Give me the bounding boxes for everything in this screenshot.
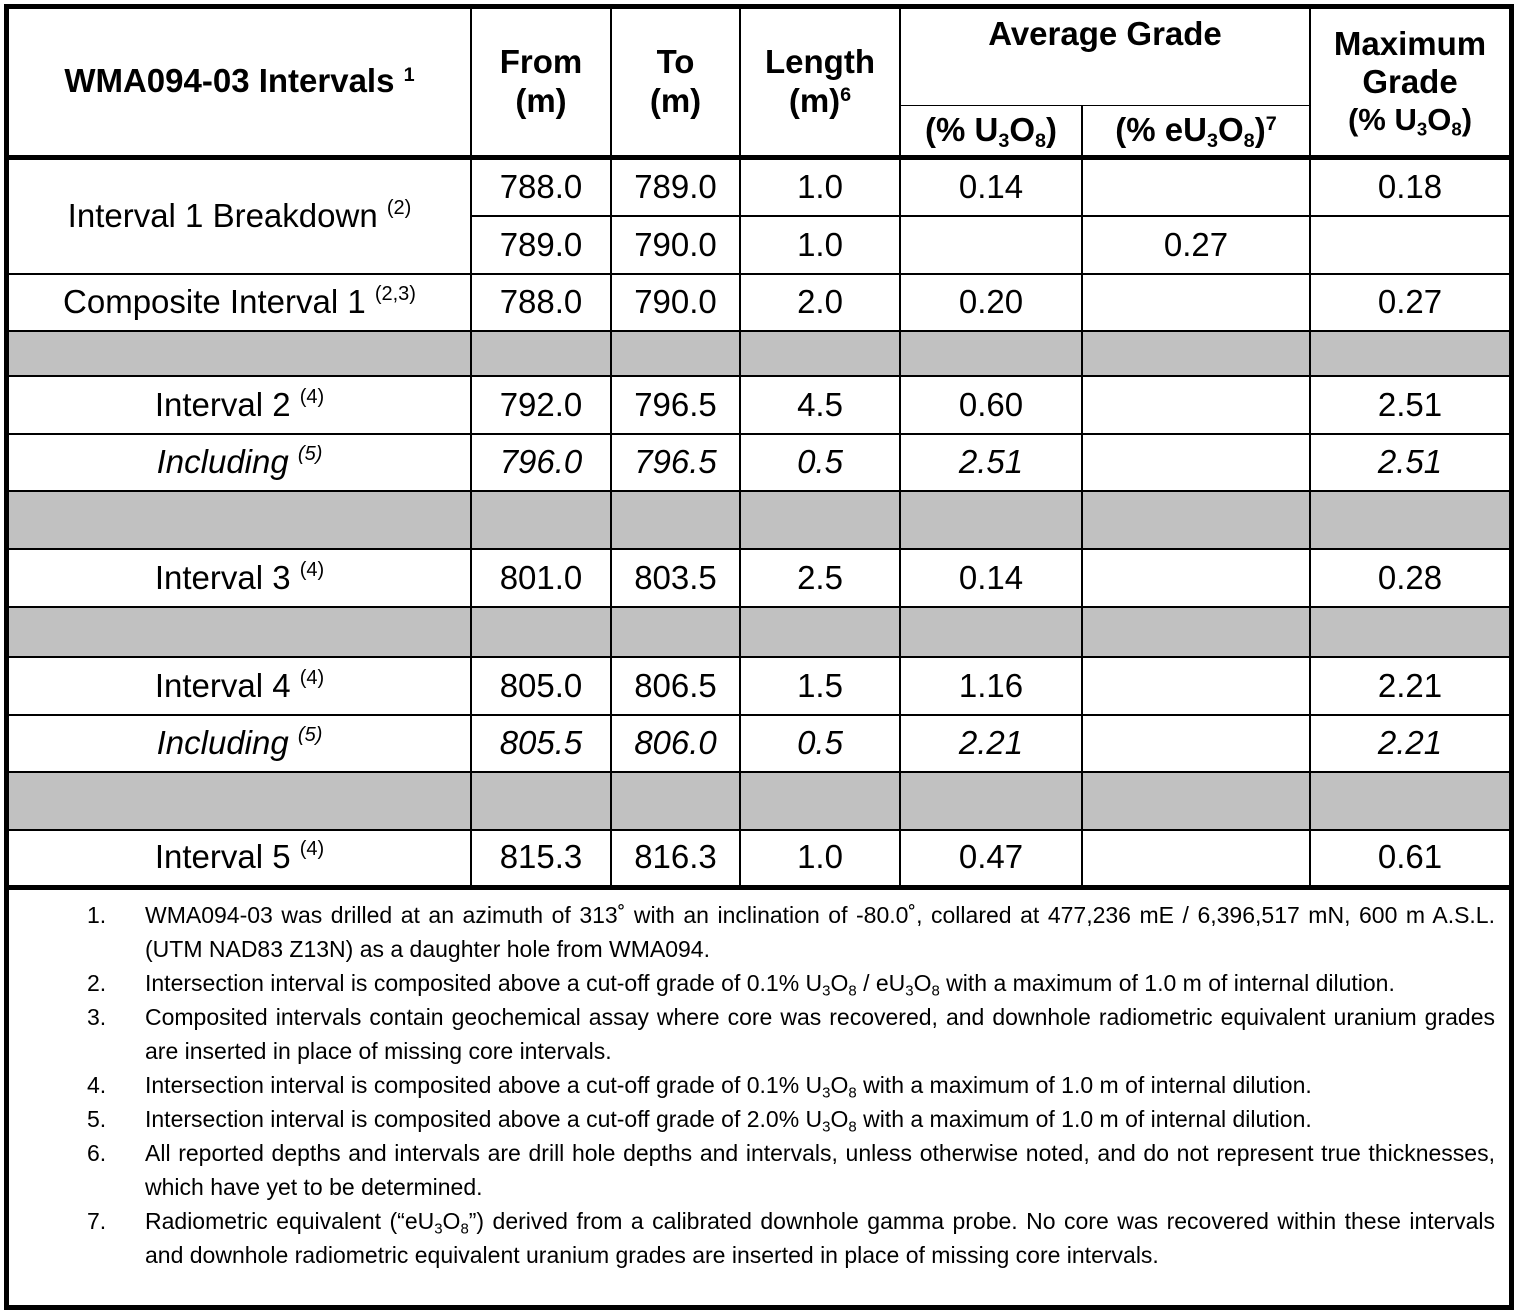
footnote xyxy=(9,1136,1495,1204)
separator-cell xyxy=(1310,491,1509,549)
cell-to: 796.5 xyxy=(611,434,740,491)
header-length-line2: (m) xyxy=(788,81,841,119)
footnote xyxy=(9,1204,1495,1272)
separator-cell xyxy=(471,607,611,657)
fn-sub: 8 xyxy=(460,1219,469,1237)
row-label-text: Including xyxy=(156,443,289,481)
cell-eavg xyxy=(1082,715,1310,772)
separator-row xyxy=(9,772,1509,830)
footnote-number: 7. xyxy=(87,1207,107,1234)
header-intervals xyxy=(9,9,471,157)
footnote-number: 5. xyxy=(87,1105,107,1132)
separator-cell xyxy=(900,772,1082,830)
cell-length: 1.0 xyxy=(740,216,900,274)
fn-part: Intersection interval is composited above a cut-off grade of 2.0% U xyxy=(145,1105,823,1132)
fn-part: O xyxy=(830,1105,849,1132)
row-label-text: Interval 5 xyxy=(154,838,291,876)
cell-max: 0.61 xyxy=(1310,830,1509,887)
cell-avg: 2.51 xyxy=(900,434,1082,491)
fn-sub: 3 xyxy=(822,981,831,999)
row-label-text: Composite Interval 1 xyxy=(63,283,366,321)
separator-cell xyxy=(1082,607,1310,657)
cell-length: 2.5 xyxy=(740,549,900,607)
separator-cell xyxy=(900,331,1082,376)
header-avg-u3o8 xyxy=(900,105,1082,157)
cell-length: 2.0 xyxy=(740,274,900,331)
separator-cell xyxy=(1310,331,1509,376)
footnote-text: WMA094-03 was drilled at an azimuth of 313˚ with an inclination of -80.0˚, collared at 477,236 mE / 6,396,517 mN, 600 m A.S.L. (UTM NAD83 Z13N) as a daughter hole from WMA094. xyxy=(145,901,1495,962)
separator-cell xyxy=(1082,491,1310,549)
header-length-sup: 6 xyxy=(840,83,852,106)
separator-row xyxy=(9,607,1509,657)
fn-sub: 3 xyxy=(434,1219,443,1237)
cell-eavg xyxy=(1082,549,1310,607)
footnote-text xyxy=(145,966,1495,1000)
row-label xyxy=(9,657,471,715)
table-row xyxy=(9,549,1509,607)
footnote xyxy=(9,1000,1495,1068)
avg-unit-post: ) xyxy=(1046,110,1058,148)
separator-cell xyxy=(471,772,611,830)
cell-to: 790.0 xyxy=(611,216,740,274)
cell-length: 1.0 xyxy=(740,830,900,887)
separator-row xyxy=(9,331,1509,376)
row-label-sup: (2) xyxy=(386,196,412,219)
cell-length: 1.0 xyxy=(740,157,900,216)
fn-sub: 3 xyxy=(822,1083,831,1101)
fn-part: ”) derived from a calibrated downhole gamma probe. No core was recovered within these intervals and downhole radiometric equivalent uranium grades are inserted in place of missing core intervals. xyxy=(145,1207,1495,1268)
cell-to: 806.0 xyxy=(611,715,740,772)
max-unit-mid: O xyxy=(1427,102,1452,138)
separator-cell xyxy=(611,772,740,830)
row-label-text: Interval 3 xyxy=(154,558,291,596)
intervals-table xyxy=(9,9,1509,890)
fn-sub: 8 xyxy=(931,981,940,999)
cell-from: 788.0 xyxy=(471,157,611,216)
separator-cell xyxy=(1082,331,1310,376)
cell-to: 803.5 xyxy=(611,549,740,607)
fn-part: with a maximum of 1.0 m of internal dilution. xyxy=(856,1071,1312,1098)
row-label xyxy=(9,274,471,331)
cell-eavg xyxy=(1082,434,1310,491)
footnote-number: 6. xyxy=(87,1139,107,1166)
separator-cell xyxy=(611,331,740,376)
eavg-unit-pre: (% eU xyxy=(1115,110,1207,148)
cell-from: 805.0 xyxy=(471,657,611,715)
table-row xyxy=(9,376,1509,434)
header-average-grade-label: Average Grade xyxy=(988,15,1222,52)
table-row xyxy=(9,434,1509,491)
eavg-unit-sub1: 3 xyxy=(1206,129,1218,152)
footnote xyxy=(9,898,1495,966)
header-to xyxy=(611,9,740,157)
cell-to: 790.0 xyxy=(611,274,740,331)
header-intervals-sup: 1 xyxy=(403,64,415,87)
fn-sub: 8 xyxy=(848,1083,857,1101)
header-intervals-label: WMA094-03 Intervals xyxy=(64,62,395,100)
header-average-grade xyxy=(900,9,1310,105)
fn-part: O xyxy=(830,1071,849,1098)
cell-from: 788.0 xyxy=(471,274,611,331)
cell-from: 815.3 xyxy=(471,830,611,887)
eavg-unit-sub2: 8 xyxy=(1243,129,1255,152)
cell-max: 2.51 xyxy=(1310,376,1509,434)
cell-from: 805.5 xyxy=(471,715,611,772)
separator-cell xyxy=(9,491,471,549)
row-label-text: Interval 1 Breakdown xyxy=(67,196,378,234)
separator-cell xyxy=(611,607,740,657)
header-max-line1: Maximum xyxy=(1333,24,1487,62)
row-label-sup: (4) xyxy=(299,666,325,689)
max-unit-sub2: 8 xyxy=(1451,118,1462,140)
footnote-text xyxy=(145,1204,1495,1272)
separator-cell xyxy=(1310,772,1509,830)
cell-length: 1.5 xyxy=(740,657,900,715)
row-label xyxy=(9,376,471,434)
cell-max: 0.28 xyxy=(1310,549,1509,607)
avg-unit-pre: (% U xyxy=(924,110,999,148)
footnotes xyxy=(9,890,1509,1272)
results-table-frame xyxy=(4,4,1514,1310)
separator-cell xyxy=(471,491,611,549)
separator-cell xyxy=(471,331,611,376)
cell-eavg xyxy=(1082,830,1310,887)
fn-sub: 8 xyxy=(848,981,857,999)
cell-max: 2.51 xyxy=(1310,434,1509,491)
table-row xyxy=(9,157,1509,216)
cell-eavg xyxy=(1082,657,1310,715)
cell-from: 801.0 xyxy=(471,549,611,607)
table-row xyxy=(9,715,1509,772)
separator-cell xyxy=(1310,607,1509,657)
max-unit-post: ) xyxy=(1461,102,1473,138)
fn-part: O xyxy=(913,969,932,996)
row-label-sup: (5) xyxy=(297,443,323,466)
header-maximum-grade xyxy=(1310,9,1509,157)
header-to-line1: To xyxy=(656,42,695,80)
fn-part: with a maximum of 1.0 m of internal dilution. xyxy=(939,969,1395,996)
fn-part: with a maximum of 1.0 m of internal dilution. xyxy=(856,1105,1312,1132)
row-label xyxy=(9,830,471,887)
cell-to: 806.5 xyxy=(611,657,740,715)
cell-max xyxy=(1310,216,1509,274)
cell-from: 792.0 xyxy=(471,376,611,434)
separator-cell xyxy=(900,607,1082,657)
cell-eavg xyxy=(1082,274,1310,331)
row-label xyxy=(9,549,471,607)
row-label-sup: (4) xyxy=(299,385,325,408)
footnote-number: 2. xyxy=(87,969,107,996)
row-label-text: Including xyxy=(156,724,289,762)
separator-cell xyxy=(611,491,740,549)
separator-cell xyxy=(9,772,471,830)
separator-cell xyxy=(740,331,900,376)
header-max-line2: Grade xyxy=(1362,63,1458,101)
footnote-number: 4. xyxy=(87,1071,107,1098)
header-to-line2: (m) xyxy=(649,81,702,119)
fn-sub: 3 xyxy=(905,981,914,999)
fn-part: Intersection interval is composited above a cut-off grade of 0.1% U xyxy=(145,1071,823,1098)
footnote xyxy=(9,1102,1495,1136)
max-unit-pre: (% U xyxy=(1347,102,1417,138)
cell-max: 0.27 xyxy=(1310,274,1509,331)
cell-to: 816.3 xyxy=(611,830,740,887)
fn-sub: 8 xyxy=(848,1117,857,1135)
fn-part: O xyxy=(442,1207,461,1234)
header-avg-eu3o8 xyxy=(1082,105,1310,157)
row-label-sup: (4) xyxy=(299,558,325,581)
separator-cell xyxy=(1082,772,1310,830)
fn-part: / eU xyxy=(856,969,906,996)
cell-eavg xyxy=(1082,157,1310,216)
eavg-unit-post: ) xyxy=(1254,110,1266,148)
separator-cell xyxy=(9,607,471,657)
row-label-sup: (5) xyxy=(297,724,323,747)
footnote-number: 3. xyxy=(87,1003,107,1030)
table-row xyxy=(9,274,1509,331)
cell-avg: 0.14 xyxy=(900,157,1082,216)
cell-to: 789.0 xyxy=(611,157,740,216)
separator-cell xyxy=(900,491,1082,549)
cell-avg: 0.60 xyxy=(900,376,1082,434)
separator-cell xyxy=(740,772,900,830)
header-from-line1: From xyxy=(499,42,583,80)
cell-avg: 2.21 xyxy=(900,715,1082,772)
cell-eavg: 0.27 xyxy=(1082,216,1310,274)
row-label-text: Interval 2 xyxy=(154,385,291,423)
cell-length: 0.5 xyxy=(740,434,900,491)
cell-length: 0.5 xyxy=(740,715,900,772)
cell-avg: 1.16 xyxy=(900,657,1082,715)
cell-avg: 0.47 xyxy=(900,830,1082,887)
row-label xyxy=(9,715,471,772)
footnote xyxy=(9,966,1495,1000)
avg-unit-sub2: 8 xyxy=(1035,129,1047,152)
separator-cell xyxy=(9,331,471,376)
eavg-unit-mid: O xyxy=(1218,110,1244,148)
cell-length: 4.5 xyxy=(740,376,900,434)
cell-avg xyxy=(900,216,1082,274)
fn-part: Radiometric equivalent (“eU xyxy=(145,1207,435,1234)
header-length-line1: Length xyxy=(765,42,875,80)
max-unit-sub1: 3 xyxy=(1416,118,1428,140)
footnote-text xyxy=(145,1102,1495,1136)
cell-avg: 0.14 xyxy=(900,549,1082,607)
table-row xyxy=(9,830,1509,887)
row-label-sup: (2,3) xyxy=(374,283,416,306)
cell-from: 796.0 xyxy=(471,434,611,491)
cell-max: 2.21 xyxy=(1310,715,1509,772)
eavg-unit-sup: 7 xyxy=(1265,112,1277,135)
header-length xyxy=(740,9,900,157)
separator-cell xyxy=(740,491,900,549)
header-max-unit xyxy=(1311,102,1509,139)
fn-sub: 3 xyxy=(822,1117,831,1135)
separator-row xyxy=(9,491,1509,549)
footnote-text: All reported depths and intervals are drill hole depths and intervals, unless otherwise noted, and do not represent true thicknesses, which have yet to be determined. xyxy=(145,1139,1495,1200)
row-label-text: Interval 4 xyxy=(154,666,291,704)
row-label-sup: (4) xyxy=(299,838,325,861)
footnote-text xyxy=(145,1068,1495,1102)
header-from-line2: (m) xyxy=(515,81,567,119)
avg-unit-mid: O xyxy=(1009,110,1035,148)
cell-max: 2.21 xyxy=(1310,657,1509,715)
fn-part: O xyxy=(830,969,849,996)
table-row xyxy=(9,657,1509,715)
separator-cell xyxy=(740,607,900,657)
header-from xyxy=(471,9,611,157)
footnote-number: 1. xyxy=(87,901,107,928)
cell-max: 0.18 xyxy=(1310,157,1509,216)
cell-to: 796.5 xyxy=(611,376,740,434)
cell-avg: 0.20 xyxy=(900,274,1082,331)
footnote xyxy=(9,1068,1495,1102)
footnote-text: Composited intervals contain geochemical assay where core was recovered, and downhole radiometric equivalent uranium grades are inserted in place of missing core intervals. xyxy=(145,1003,1495,1064)
avg-unit-sub1: 3 xyxy=(998,129,1010,152)
row-label xyxy=(9,434,471,491)
cell-from: 789.0 xyxy=(471,216,611,274)
cell-eavg xyxy=(1082,376,1310,434)
row-label xyxy=(9,157,471,274)
fn-part: Intersection interval is composited above a cut-off grade of 0.1% U xyxy=(145,969,823,996)
